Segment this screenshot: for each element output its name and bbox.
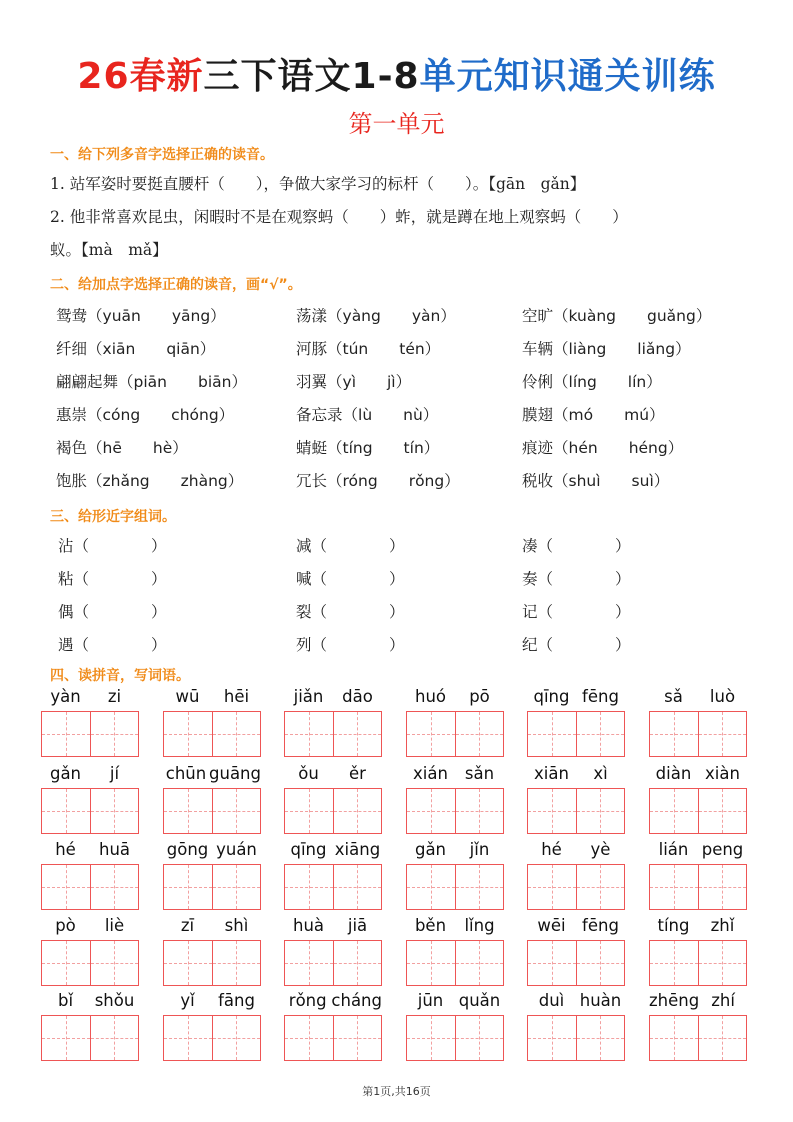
writing-grid-group [649,687,747,757]
worksheet-title [0,48,793,99]
word: 羽翼 [296,373,328,391]
word: 痕迹 [522,439,554,457]
word-group-blank[interactable]: 减（ ） [296,537,405,555]
tianzige-box [649,940,747,986]
character-cell[interactable] [576,941,625,985]
writing-grid-group [527,764,625,834]
pinyin-syllable: luò [709,687,736,706]
tianzige-box [284,788,382,834]
pinyin-label [41,840,139,864]
section4-heading: 四、读拼音，写词语。 [50,668,190,684]
word: 河豚 [296,340,328,358]
pinyin-label [527,764,625,788]
word: 膜翅 [522,406,554,424]
pinyin-syllable: jí [109,764,120,783]
character-cell[interactable] [212,1016,261,1060]
pinyin-syllable: liè [104,916,125,935]
tianzige-box [527,864,625,910]
character-cell[interactable] [42,1016,90,1060]
question-1: 1. 站军姿时要挺直腰杆（ ），争做大家学习的标杆（ ）。【gān gǎn】 [50,175,586,193]
pinyin-label [406,916,504,940]
pinyin-syllable: qīng [533,687,570,706]
pinyin-syllable: huà [292,916,325,935]
word: 车辆 [522,340,554,358]
pinyin-choice-item [56,337,215,359]
pinyin-options[interactable]: （piān biān） [118,373,247,391]
pinyin-options[interactable]: （zhǎng zhàng） [87,472,244,490]
writing-grid-group [649,764,747,834]
pinyin-options[interactable]: （liàng liǎng） [553,340,691,358]
character-cell[interactable] [455,712,504,756]
section3-heading: 三、给形近字组词。 [50,509,176,525]
pinyin-syllable: zhēng [649,991,700,1010]
character-cell[interactable] [407,789,455,833]
tianzige-box [406,788,504,834]
character-cell[interactable] [455,941,504,985]
writing-grid-group [41,916,139,986]
writing-grid-group [406,840,504,910]
writing-grid-group [163,840,261,910]
writing-grid-group [163,916,261,986]
tianzige-box [527,711,625,757]
pinyin-choice-item [522,304,711,326]
pinyin-choice-item [56,370,247,392]
pinyin-options[interactable]: （líng lín） [553,373,662,391]
pinyin-label [163,991,261,1015]
pinyin-syllable: quǎn [458,991,501,1010]
pinyin-options[interactable]: （róng rǒng） [327,472,460,490]
pinyin-choice-item [522,436,683,458]
pinyin-choice-item [296,337,440,359]
character-cell[interactable] [164,712,212,756]
character-cell[interactable] [42,789,90,833]
pinyin-options[interactable]: （yàng yàn） [327,307,456,325]
pinyin-choice-item [296,304,456,326]
tianzige-box [406,940,504,986]
word: 税收 [522,472,554,490]
word-group-blank[interactable]: 裂（ ） [296,603,405,621]
character-cell[interactable] [528,789,576,833]
tianzige-box [163,788,261,834]
character-cell[interactable] [333,941,382,985]
pinyin-label [41,916,139,940]
pinyin-syllable: zī [180,916,195,935]
word-group-blank[interactable]: 奏（ ） [522,570,631,588]
character-cell[interactable] [285,712,333,756]
pinyin-syllable: hé [55,840,76,859]
character-cell[interactable] [576,789,625,833]
pinyin-label [406,991,504,1015]
character-cell[interactable] [164,865,212,909]
title-part-red: 26春新 [77,56,204,97]
character-cell[interactable] [650,712,698,756]
writing-grid-group [527,687,625,757]
character-cell[interactable] [90,1016,139,1060]
character-cell[interactable] [650,865,698,909]
pinyin-syllable: xiàn [705,764,740,783]
pinyin-syllable: xiān [534,764,569,783]
pinyin-label [41,687,139,711]
pinyin-options[interactable]: （hén héng） [553,439,684,457]
character-cell[interactable] [698,712,747,756]
pinyin-syllable: zhí [711,991,735,1010]
character-cell[interactable] [455,1016,504,1060]
pinyin-syllable: běn [414,916,447,935]
word-group-blank[interactable]: 沾（ ） [58,537,167,555]
tianzige-box [527,1015,625,1061]
character-cell[interactable] [650,1016,698,1060]
word-group-blank[interactable]: 喊（ ） [296,570,405,588]
writing-grid-group [163,764,261,834]
word: 惠崇 [56,406,88,424]
tianzige-box [284,1015,382,1061]
pinyin-label [163,687,261,711]
character-cell[interactable] [90,865,139,909]
pinyin-label [284,991,382,1015]
pinyin-choice-item [296,370,411,392]
pinyin-syllable: wū [175,687,200,706]
pinyin-syllable: ǒu [298,764,319,783]
character-cell[interactable] [698,789,747,833]
unit-subtitle: 第一单元 [348,110,445,138]
pinyin-label [649,764,747,788]
writing-grid-group [284,991,382,1061]
character-cell[interactable] [212,941,261,985]
writing-grid-group [649,840,747,910]
pinyin-syllable: chūn [165,764,207,783]
writing-grid-group [527,840,625,910]
character-cell[interactable] [528,1016,576,1060]
writing-grid-group [406,916,504,986]
pinyin-syllable: huàn [579,991,622,1010]
pinyin-syllable: dāo [342,687,373,706]
pinyin-syllable: hēi [223,687,250,706]
writing-grid-group [163,687,261,757]
pinyin-syllable: bǐ [57,991,74,1010]
pinyin-label [406,764,504,788]
word-group-blank[interactable]: 凑（ ） [522,537,631,555]
character-cell[interactable] [164,941,212,985]
page-footer: 第1页,共16页 [362,1085,431,1098]
character-cell[interactable] [285,865,333,909]
pinyin-syllable: shǒu [94,991,135,1010]
pinyin-syllable: fēng [582,916,619,935]
writing-grid-group [527,991,625,1061]
character-cell[interactable] [333,865,382,909]
tianzige-box [163,864,261,910]
word-group-blank[interactable]: 粘（ ） [58,570,167,588]
character-cell[interactable] [90,789,139,833]
word: 伶俐 [522,373,554,391]
word: 备忘录 [296,406,343,424]
pinyin-syllable: lián [658,840,689,859]
pinyin-syllable: xián [413,764,448,783]
writing-grid-group [163,991,261,1061]
pinyin-syllable: jǐn [469,840,490,859]
pinyin-label [163,916,261,940]
word: 翩翩起舞 [56,373,119,391]
tianzige-box [41,711,139,757]
pinyin-label [284,840,382,864]
pinyin-label [41,764,139,788]
writing-grid-group [41,687,139,757]
word: 褐色 [56,439,88,457]
pinyin-syllable: gōng [166,840,209,859]
pinyin-syllable: sǎ [664,687,683,706]
pinyin-label [649,916,747,940]
pinyin-label [527,991,625,1015]
question-2-line1: 2. 他非常喜欢昆虫，闲暇时不是在观察蚂（ ）蚱，就是蹲在地上观察蚂（ ） [50,208,628,226]
tianzige-box [41,788,139,834]
character-cell[interactable] [528,941,576,985]
writing-grid-group [284,764,382,834]
tianzige-box [649,788,747,834]
pinyin-label [284,764,382,788]
tianzige-box [284,864,382,910]
character-cell[interactable] [698,865,747,909]
pinyin-label [527,687,625,711]
pinyin-syllable: duì [538,991,565,1010]
pinyin-choice-item [522,370,662,392]
pinyin-syllable: wēi [537,916,566,935]
character-cell[interactable] [285,1016,333,1060]
character-cell[interactable] [455,865,504,909]
pinyin-syllable: rǒng [288,991,327,1010]
title-part-blue: 单元知识通关训练 [419,56,716,97]
pinyin-options[interactable]: （tíng tín） [327,439,440,457]
pinyin-syllable: gǎn [49,764,82,783]
pinyin-choice-item [522,469,669,491]
character-cell[interactable] [212,865,261,909]
character-cell[interactable] [285,789,333,833]
pinyin-choice-item [56,304,226,326]
pinyin-syllable: pò [55,916,76,935]
writing-grid-group [527,916,625,986]
pinyin-choice-item [56,403,234,425]
pinyin-syllable: xì [593,764,608,783]
pinyin-options[interactable]: （kuàng guǎng） [553,307,712,325]
character-cell[interactable] [576,1016,625,1060]
character-cell[interactable] [528,865,576,909]
pinyin-label [284,687,382,711]
character-cell[interactable] [164,789,212,833]
tianzige-box [406,864,504,910]
tianzige-box [41,864,139,910]
pinyin-syllable: yàn [50,687,81,706]
word: 蜻蜓 [296,439,328,457]
word: 饱胀 [56,472,88,490]
word: 鸳鸯 [56,307,88,325]
word: 冗长 [296,472,328,490]
writing-grid-group [284,840,382,910]
writing-grid-group [406,764,504,834]
writing-grid-group [41,840,139,910]
tianzige-box [41,940,139,986]
character-cell[interactable] [212,712,261,756]
word: 荡漾 [296,307,328,325]
pinyin-syllable: huā [98,840,131,859]
character-cell[interactable] [407,712,455,756]
character-cell[interactable] [285,941,333,985]
word-group-blank[interactable]: 遇（ ） [58,636,167,654]
tianzige-box [406,1015,504,1061]
pinyin-options[interactable]: （yuān yāng） [87,307,226,325]
writing-grid-group [41,764,139,834]
character-cell[interactable] [333,712,382,756]
pinyin-options[interactable]: （shuì suì） [553,472,670,490]
word-group-blank[interactable]: 纪（ ） [522,636,631,654]
pinyin-choice-item [296,469,460,491]
pinyin-syllable: hé [541,840,562,859]
character-cell[interactable] [407,941,455,985]
character-cell[interactable] [455,789,504,833]
pinyin-label [406,687,504,711]
pinyin-syllable: qīng [290,840,327,859]
tianzige-box [649,1015,747,1061]
word: 空旷 [522,307,554,325]
pinyin-syllable: cháng [331,991,382,1010]
writing-grid-group [284,916,382,986]
pinyin-syllable: peng [701,840,744,859]
tianzige-box [284,711,382,757]
pinyin-syllable: xiāng [334,840,381,859]
pinyin-syllable: yè [590,840,611,859]
character-cell[interactable] [576,865,625,909]
pinyin-syllable: jiā [347,916,368,935]
pinyin-syllable: tíng [657,916,690,935]
writing-grid-group [41,991,139,1061]
pinyin-syllable: shì [224,916,249,935]
pinyin-syllable: jūn [417,991,444,1010]
character-cell[interactable] [42,941,90,985]
pinyin-label [163,764,261,788]
pinyin-syllable: jiǎn [293,687,324,706]
pinyin-label [163,840,261,864]
writing-grid-group [284,687,382,757]
character-cell[interactable] [407,1016,455,1060]
character-cell[interactable] [333,1016,382,1060]
character-cell[interactable] [42,712,90,756]
pinyin-options[interactable]: （xiān qiān） [87,340,216,358]
question-2-line2: 蚁。【mà mǎ】 [50,241,168,259]
section2-heading: 二、给加点字选择正确的读音，画“√”。 [50,277,302,293]
writing-grid-group [406,687,504,757]
pinyin-syllable: fāng [218,991,255,1010]
character-cell[interactable] [333,789,382,833]
tianzige-box [649,864,747,910]
pinyin-syllable: gǎn [414,840,447,859]
character-cell[interactable] [698,1016,747,1060]
pinyin-options[interactable]: （hē hè） [87,439,188,457]
writing-grid-group [649,916,747,986]
pinyin-options[interactable]: （yì jì） [327,373,412,391]
word-group-blank[interactable]: 偶（ ） [58,603,167,621]
pinyin-syllable: zi [107,687,122,706]
writing-grid-group [406,991,504,1061]
pinyin-syllable: yǐ [180,991,195,1010]
pinyin-options[interactable]: （tún tén） [327,340,441,358]
pinyin-syllable: zhǐ [710,916,735,935]
pinyin-syllable: sǎn [464,764,495,783]
pinyin-syllable: yuán [216,840,257,859]
word-group-blank[interactable]: 列（ ） [296,636,405,654]
character-cell[interactable] [528,712,576,756]
tianzige-box [163,711,261,757]
pinyin-syllable: huó [414,687,446,706]
section1-heading: 一、给下列多音字选择正确的读音。 [50,147,274,163]
character-cell[interactable] [650,789,698,833]
pinyin-options[interactable]: （lù nù） [342,406,439,424]
pinyin-label [649,840,747,864]
tianzige-box [284,940,382,986]
pinyin-options[interactable]: （cóng chóng） [87,406,235,424]
pinyin-label [41,991,139,1015]
tianzige-box [163,940,261,986]
character-cell[interactable] [164,1016,212,1060]
character-cell[interactable] [407,865,455,909]
character-cell[interactable] [90,712,139,756]
tianzige-box [163,1015,261,1061]
pinyin-syllable: ěr [349,764,366,783]
pinyin-choice-item [296,436,439,458]
pinyin-choice-item [56,436,188,458]
pinyin-choice-item [522,337,691,359]
character-cell[interactable] [90,941,139,985]
pinyin-label [649,687,747,711]
character-cell[interactable] [576,712,625,756]
pinyin-syllable: diàn [655,764,692,783]
pinyin-label [527,916,625,940]
pinyin-choice-item [522,403,665,425]
pinyin-label [649,991,747,1015]
pinyin-choice-item [56,469,243,491]
tianzige-box [649,711,747,757]
tianzige-box [41,1015,139,1061]
character-cell[interactable] [42,865,90,909]
pinyin-label [527,840,625,864]
word-group-blank[interactable]: 记（ ） [522,603,631,621]
tianzige-box [406,711,504,757]
pinyin-syllable: guāng [209,764,261,783]
tianzige-box [527,940,625,986]
pinyin-syllable: lǐng [464,916,495,935]
pinyin-options[interactable]: （mó mú） [553,406,665,424]
writing-grid-group [649,991,747,1061]
character-cell[interactable] [650,941,698,985]
word: 纤细 [56,340,88,358]
pinyin-label [406,840,504,864]
character-cell[interactable] [698,941,747,985]
pinyin-label [284,916,382,940]
pinyin-syllable: pō [469,687,490,706]
pinyin-choice-item [296,403,438,425]
character-cell[interactable] [212,789,261,833]
title-part-black: 三下语文1-8 [203,56,420,97]
tianzige-box [527,788,625,834]
pinyin-syllable: fēng [582,687,619,706]
